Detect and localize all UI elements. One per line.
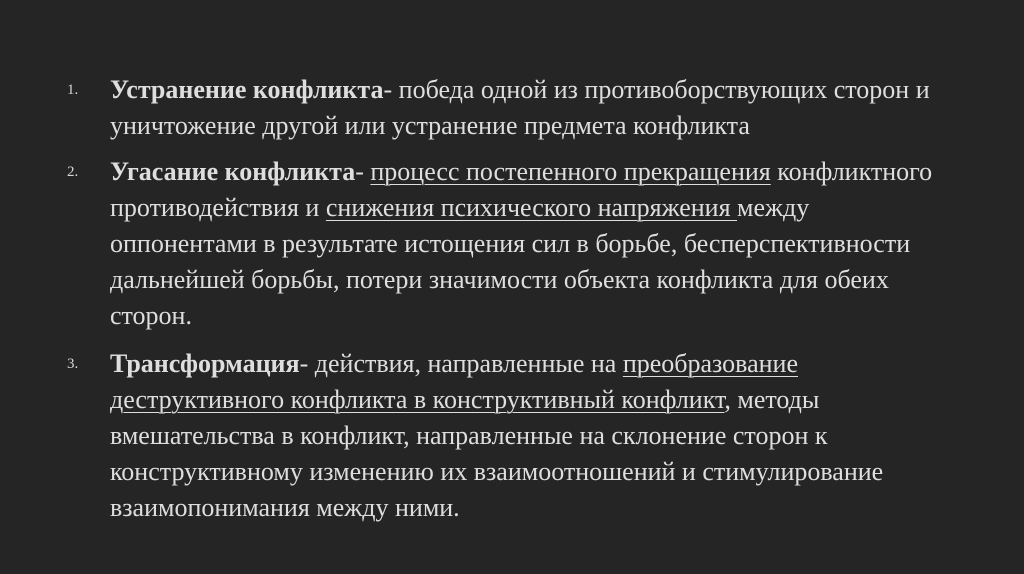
item-description: между оппонентами в результате истощения сил в борьбе, бесперспективности дальнейшей борьбы, потери значимости объекта конфликта для обеих сторон. (110, 193, 911, 330)
underlined-phrase: процесс постепенного прекращения (370, 157, 771, 186)
underlined-phrase: снижения психического напряжения (325, 193, 738, 222)
underlined-phrase: преобразование деструктивного конфликта в конструктивный конфликт (110, 349, 799, 414)
item-text (110, 72, 960, 144)
item-text (110, 346, 960, 526)
item-description: конфликтного противодействия и (110, 157, 933, 222)
item-dash: - (299, 349, 315, 378)
item-dash: - (355, 157, 371, 186)
item-number: 2. (67, 164, 79, 180)
item-description: победа одной из противоборствующих сторон и уничтожение другой или устранение предмета конфликта (110, 75, 930, 140)
item-number: 3. (67, 356, 79, 372)
item-description: действия, направленные на (314, 349, 623, 378)
item-number: 1. (67, 82, 79, 98)
item-dash: - (383, 75, 399, 104)
item-term: Устранение конфликта (110, 75, 384, 104)
item-term: Угасание конфликта (110, 157, 356, 186)
item-text (110, 154, 960, 334)
item-description: , методы вмешательства в конфликт, направленные на склонение сторон к конструктивному изменению их взаимоотношений и стимулирование взаимопонимания между ними. (110, 385, 884, 522)
item-term: Трансформация (110, 349, 300, 378)
